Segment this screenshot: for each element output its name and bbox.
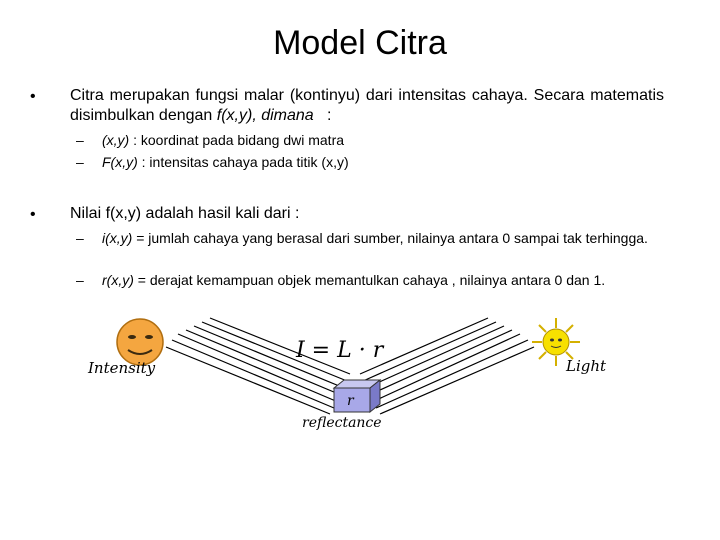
reflected-light-rays	[166, 318, 350, 414]
bullet-marker: •	[30, 88, 36, 105]
sub-item-1-1-term: (x,y)	[102, 132, 130, 148]
dash-marker: –	[76, 132, 84, 148]
label-intensity: Intensity	[88, 359, 156, 377]
sub-item-2-1-desc: = jumlah cahaya yang berasal dari sumber, nilainya antara 0 sampai tak terhingga.	[132, 230, 648, 246]
sub-item-2-1-term: i(x,y)	[102, 230, 133, 246]
slide-title: Model Citra	[273, 24, 447, 62]
dash-marker: –	[76, 154, 84, 170]
formula: I = L · r	[296, 338, 384, 363]
dash-marker: –	[76, 272, 84, 288]
bullet-1-text-c: :	[313, 107, 332, 124]
sub-item-1-2-term: F(x,y)	[102, 154, 138, 170]
box-label: r	[347, 393, 354, 409]
sub-item-1-2-desc: : intensitas cahaya pada titik (x,y)	[137, 154, 349, 170]
bullet-1-text-a: Citra merupakan fungsi malar (kontinyu) dari intensitas cahaya. Secara matematis disimbulkan dengan	[70, 87, 664, 124]
sub-item-2-2-term: r(x,y)	[102, 272, 134, 288]
dash-marker: –	[76, 230, 84, 246]
label-reflectance: reflectance	[302, 415, 382, 431]
bullet-marker: •	[30, 206, 36, 223]
sub-item-1-1-desc: : koordinat pada bidang dwi matra	[129, 132, 345, 148]
incident-light-rays	[360, 318, 534, 414]
bullet-2-text: Nilai f(x,y) adalah hasil kali dari :	[70, 205, 300, 222]
label-light: Light	[566, 357, 607, 375]
object-cube	[334, 380, 380, 412]
bullet-1-text-b: f(x,y), dimana	[216, 107, 314, 124]
sub-item-2-2-desc: = derajat kemampuan objek memantulkan cahaya , nilainya antara 0 dan 1.	[133, 272, 606, 288]
